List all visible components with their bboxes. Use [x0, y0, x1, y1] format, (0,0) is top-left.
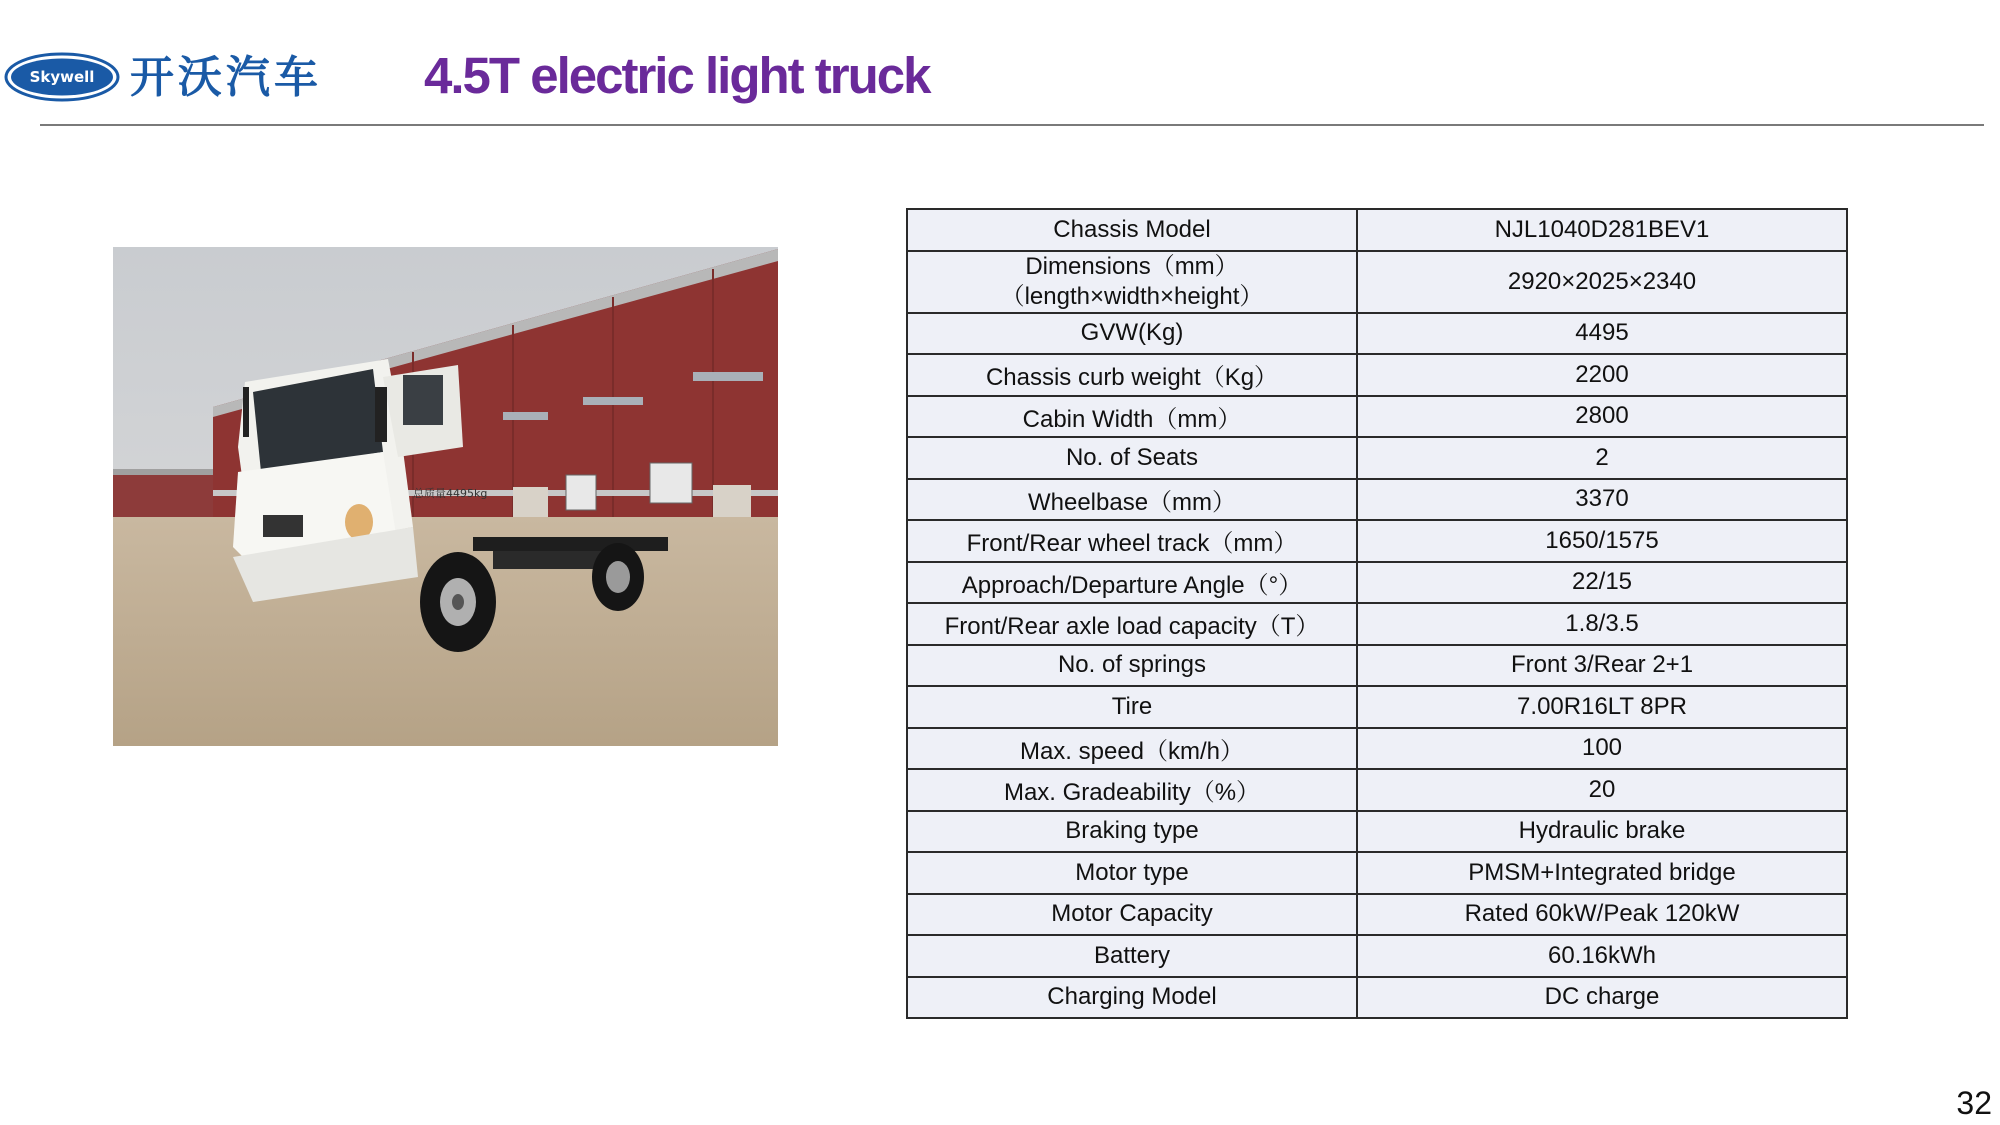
page-title: 4.5T electric light truck — [424, 47, 930, 104]
spec-label: Max. speed（km/h） — [907, 728, 1357, 770]
spec-value: DC charge — [1357, 977, 1847, 1019]
spec-label: Battery — [907, 935, 1357, 977]
spec-label: Motor type — [907, 852, 1357, 894]
spec-label: Charging Model — [907, 977, 1357, 1019]
table-row — [907, 769, 1847, 811]
table-row — [907, 313, 1847, 355]
table-row — [907, 437, 1847, 479]
spec-value: 4495 — [1357, 313, 1847, 355]
truck-side-text: 总质量4495kg — [413, 487, 488, 500]
table-row — [907, 645, 1847, 687]
spec-label: Braking type — [907, 811, 1357, 853]
spec-label-cell — [907, 251, 1357, 313]
table-row — [907, 686, 1847, 728]
logo-chinese-name: 开沃汽车 — [130, 52, 322, 103]
spec-label: Front/Rear axle load capacity（T） — [907, 603, 1357, 645]
truck-photo — [113, 247, 778, 746]
spec-value: 1650/1575 — [1357, 520, 1847, 562]
spec-value: 100 — [1357, 728, 1847, 770]
skywell-logo — [4, 50, 344, 106]
table-row — [907, 209, 1847, 251]
spec-label: No. of springs — [907, 645, 1357, 687]
spec-label: Wheelbase（mm） — [907, 479, 1357, 521]
skywell-oval-emblem — [4, 52, 120, 102]
spec-value: 2920×2025×2340 — [1357, 251, 1847, 313]
table-row — [907, 251, 1847, 313]
table-row — [907, 977, 1847, 1019]
spec-label: GVW(Kg) — [907, 313, 1357, 355]
logo-oval-text: Skywell — [29, 68, 95, 86]
spec-value: 3370 — [1357, 479, 1847, 521]
spec-label: Max. Gradeability（%） — [907, 769, 1357, 811]
spec-value: 2 — [1357, 437, 1847, 479]
spec-label: Chassis Model — [907, 209, 1357, 251]
table-row — [907, 520, 1847, 562]
spec-value: NJL1040D281BEV1 — [1357, 209, 1847, 251]
spec-value: Front 3/Rear 2+1 — [1357, 645, 1847, 687]
spec-label: Approach/Departure Angle（°） — [907, 562, 1357, 604]
table-row — [907, 396, 1847, 438]
table-row — [907, 935, 1847, 977]
spec-value: 60.16kWh — [1357, 935, 1847, 977]
table-row — [907, 894, 1847, 936]
table-row — [907, 479, 1847, 521]
page-number: 32 — [1956, 1085, 1992, 1121]
spec-value: Rated 60kW/Peak 120kW — [1357, 894, 1847, 936]
header-divider — [40, 124, 1984, 126]
spec-value: Hydraulic brake — [1357, 811, 1847, 853]
spec-value: 2800 — [1357, 396, 1847, 438]
table-row — [907, 852, 1847, 894]
spec-label: Chassis curb weight（Kg） — [907, 354, 1357, 396]
spec-value: PMSM+Integrated bridge — [1357, 852, 1847, 894]
spec-label: Cabin Width（mm） — [907, 396, 1357, 438]
table-row — [907, 728, 1847, 770]
spec-label-line2: （length×width×height） — [1000, 282, 1264, 310]
spec-label: Motor Capacity — [907, 894, 1357, 936]
table-row — [907, 811, 1847, 853]
spec-label: Front/Rear wheel track（mm） — [907, 520, 1357, 562]
table-row — [907, 562, 1847, 604]
spec-label: Tire — [907, 686, 1357, 728]
spec-label: Dimensions（mm） — [1025, 252, 1239, 280]
spec-label: No. of Seats — [907, 437, 1357, 479]
spec-value: 1.8/3.5 — [1357, 603, 1847, 645]
spec-value: 20 — [1357, 769, 1847, 811]
table-row — [907, 354, 1847, 396]
table-row — [907, 603, 1847, 645]
spec-table — [906, 208, 1848, 1019]
spec-value: 2200 — [1357, 354, 1847, 396]
spec-value: 7.00R16LT 8PR — [1357, 686, 1847, 728]
spec-value: 22/15 — [1357, 562, 1847, 604]
